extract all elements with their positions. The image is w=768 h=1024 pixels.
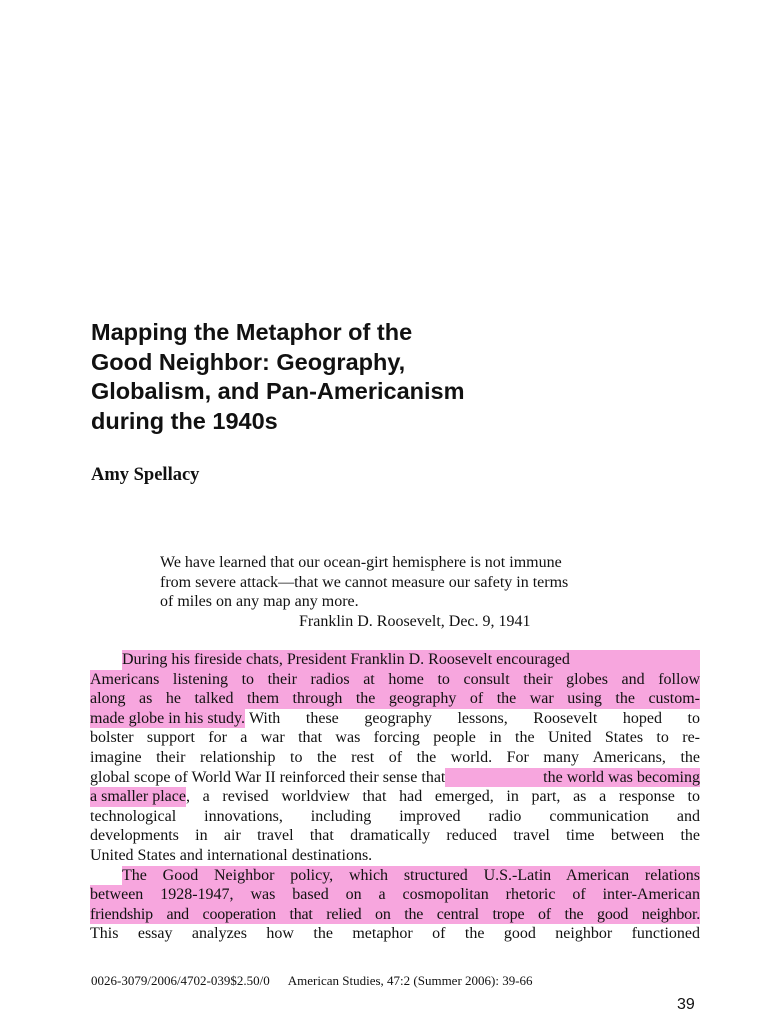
body-text-segment: global scope of World War II reinforced their sense that — [90, 768, 446, 786]
title-line: Globalism, and Pan-Americanism — [91, 378, 465, 404]
body-text-segment: imagine their relationship to the rest of the world. For many Americans, the — [90, 748, 700, 766]
body-text-segment: United States and international destinations. — [90, 846, 373, 864]
body-line — [90, 728, 700, 748]
footer-doi: 0026-3079/2006/4702-039$2.50/0 — [91, 973, 270, 988]
page-number: 39 — [677, 996, 695, 1013]
epigraph — [160, 553, 640, 631]
body-line-highlighted — [90, 689, 700, 709]
highlighted-text: Americans listening to their radios at home to consult their globes and follow — [90, 670, 700, 688]
body-line-highlighted — [90, 650, 700, 670]
highlighted-text: made globe in his study. — [90, 709, 245, 727]
epigraph-line: from severe attack—that we cannot measure our safety in terms — [160, 573, 569, 591]
body-line-highlighted — [90, 866, 700, 886]
body-line — [90, 748, 700, 768]
highlighted-text: a smaller place — [90, 788, 186, 806]
footer-journal: American Studies, 47:2 (Summer 2006): 39-66 — [287, 973, 533, 988]
highlighted-text: The Good Neighbor policy, which structured U.S.-Latin American relations — [122, 866, 700, 884]
body-line — [90, 768, 700, 788]
article-title — [91, 318, 611, 436]
body-line — [90, 826, 700, 846]
highlighted-text: along as he talked them through the geography of the war using the custom- — [90, 690, 700, 708]
title-line: Good Neighbor: Geography, — [91, 348, 406, 375]
title-line: during the 1940s — [91, 407, 278, 434]
body-text-segment: This essay analyzes how the metaphor of the good neighbor functioned — [90, 925, 700, 943]
body-text — [90, 650, 700, 944]
body-text-segment: , a revised worldview that had emerged, in part, as a response to — [185, 788, 700, 806]
body-line — [90, 846, 700, 866]
highlighted-text: During his fireside chats, President Franklin D. Roosevelt encouraged — [122, 651, 570, 668]
body-line-highlighted — [90, 905, 700, 925]
body-text-segment: bolster support for a war that was forcing people in the United States to re- — [90, 729, 700, 747]
body-text-segment: With these geography lessons, Roosevelt hoped to — [248, 709, 700, 727]
highlighted-text: between 1928-1947, was based on a cosmopolitan rhetoric of inter-American — [90, 886, 700, 904]
body-text-segment: developments in air travel that dramatically reduced travel time between the — [90, 827, 700, 845]
highlighted-text: friendship and cooperation that relied on the central trope of the good neighbor. — [90, 905, 700, 923]
footer-citation — [91, 973, 533, 989]
epigraph-attribution: Franklin D. Roosevelt, Dec. 9, 1941 — [299, 612, 531, 630]
body-line-highlighted — [90, 885, 700, 905]
author-name: Amy Spellacy — [91, 465, 200, 485]
body-text-segment: technological innovations, including improved radio communication and — [90, 807, 700, 825]
body-line — [90, 787, 700, 807]
body-line — [90, 709, 700, 729]
title-line: Mapping the Metaphor of the — [91, 319, 413, 345]
body-line-highlighted — [90, 670, 700, 690]
epigraph-line: of miles on any map any more. — [160, 593, 359, 610]
epigraph-line: We have learned that our ocean-girt hemisphere is not immune — [160, 554, 562, 571]
body-line — [90, 924, 700, 944]
body-line — [90, 807, 700, 827]
highlighted-text: the world was becoming — [445, 768, 700, 788]
